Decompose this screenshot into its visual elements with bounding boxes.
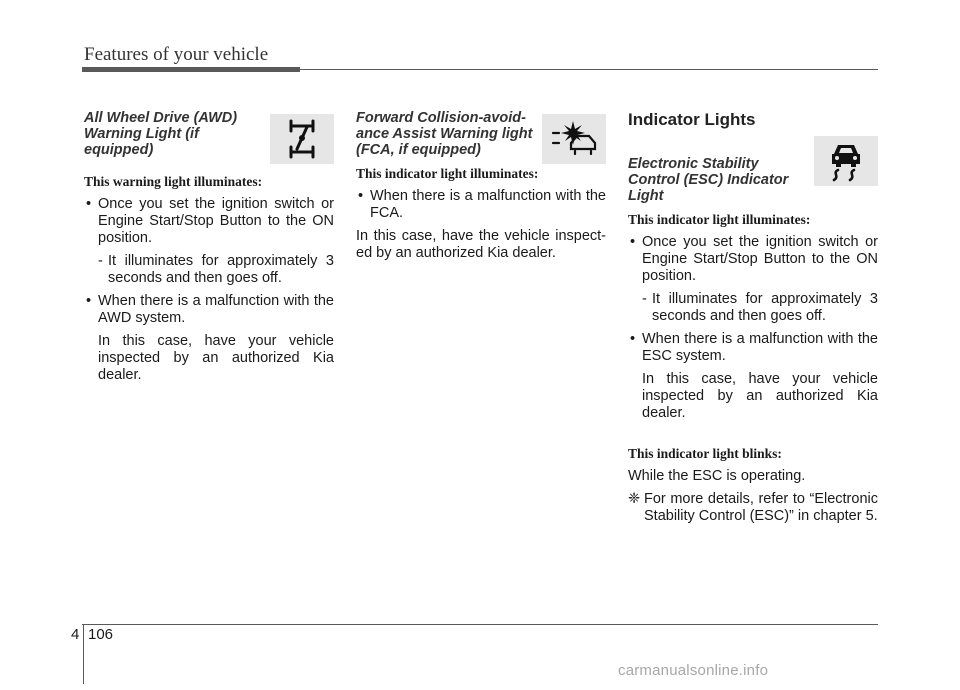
esc-subheading-illuminates: This indicator light illuminates: <box>628 212 811 227</box>
section-fca <box>356 110 606 268</box>
footer-chapter: 4 <box>71 626 80 643</box>
awd-title: All Wheel Drive (AWD) Warning Light (if equipped) <box>84 110 238 158</box>
section-indicator-lights <box>628 110 878 525</box>
esc-bullet-2: • When there is a malfunction with the ESC system. <box>628 331 878 365</box>
esc-title: Electronic Stability Control (ESC) Indicator Light <box>628 156 789 204</box>
awd-dash-1: - It illuminates for approximately 3 seconds and then goes off. <box>98 253 334 286</box>
awd-subheading: This warning light illuminates: <box>84 174 263 189</box>
esc-dash-text: It illuminates for approximately 3 seconds and then goes off. <box>652 291 878 324</box>
esc-dash-1: - It illuminates for approximately 3 seconds and then goes off. <box>642 291 878 324</box>
awd-bullet-1: • Once you set the ignition switch or Engine Start/Stop Button to the ON position. <box>84 196 334 247</box>
section-awd <box>84 110 334 390</box>
awd-bullet-2: • When there is a malfunction with the AWD system. <box>84 293 334 327</box>
awd-drivetrain-icon <box>270 114 334 164</box>
header-rule <box>300 69 878 70</box>
esc-reference <box>628 491 878 525</box>
footer-page-number: 106 <box>88 626 114 643</box>
esc-bullet-1: • Once you set the ignition switch or Engine Start/Stop Button to the ON position. <box>628 234 878 285</box>
fca-subheading: This indicator light illuminates: <box>356 166 539 181</box>
fca-title: Forward Collision-avoid-ance Assist Warning light (FCA, if equipped) <box>356 110 533 158</box>
awd-note: In this case, have your vehicle inspected by an authorized Kia dealer. <box>98 333 334 383</box>
fca-bullet-1: • When there is a malfunction with the FCA. <box>356 188 606 222</box>
forward-collision-icon <box>542 114 606 164</box>
esc-subheading-blinks: This indicator light blinks: <box>628 446 782 461</box>
fca-note: In this case, have the vehicle inspect-ed by an authorized Kia dealer. <box>356 228 606 261</box>
awd-dash-text: It illuminates for approximately 3 seconds and then goes off. <box>108 253 334 286</box>
esc-reference-text: For more details, refer to “Electronic Stability Control (ESC)” in chapter 5. <box>644 491 878 524</box>
header-title: Features of your vehicle <box>84 44 269 65</box>
header-bar <box>82 67 300 72</box>
footer-vline <box>83 624 84 684</box>
esc-skid-car-icon <box>814 136 878 186</box>
reference-mark: ❈ <box>628 491 641 507</box>
esc-blinks-text: While the ESC is operating. <box>628 468 806 484</box>
watermark: carmanualsonline.info <box>618 662 769 679</box>
indicator-lights-heading: Indicator Lights <box>628 110 756 129</box>
esc-note: In this case, have your vehicle inspected by an authorized Kia dealer. <box>642 371 878 421</box>
footer-rule <box>82 624 878 625</box>
